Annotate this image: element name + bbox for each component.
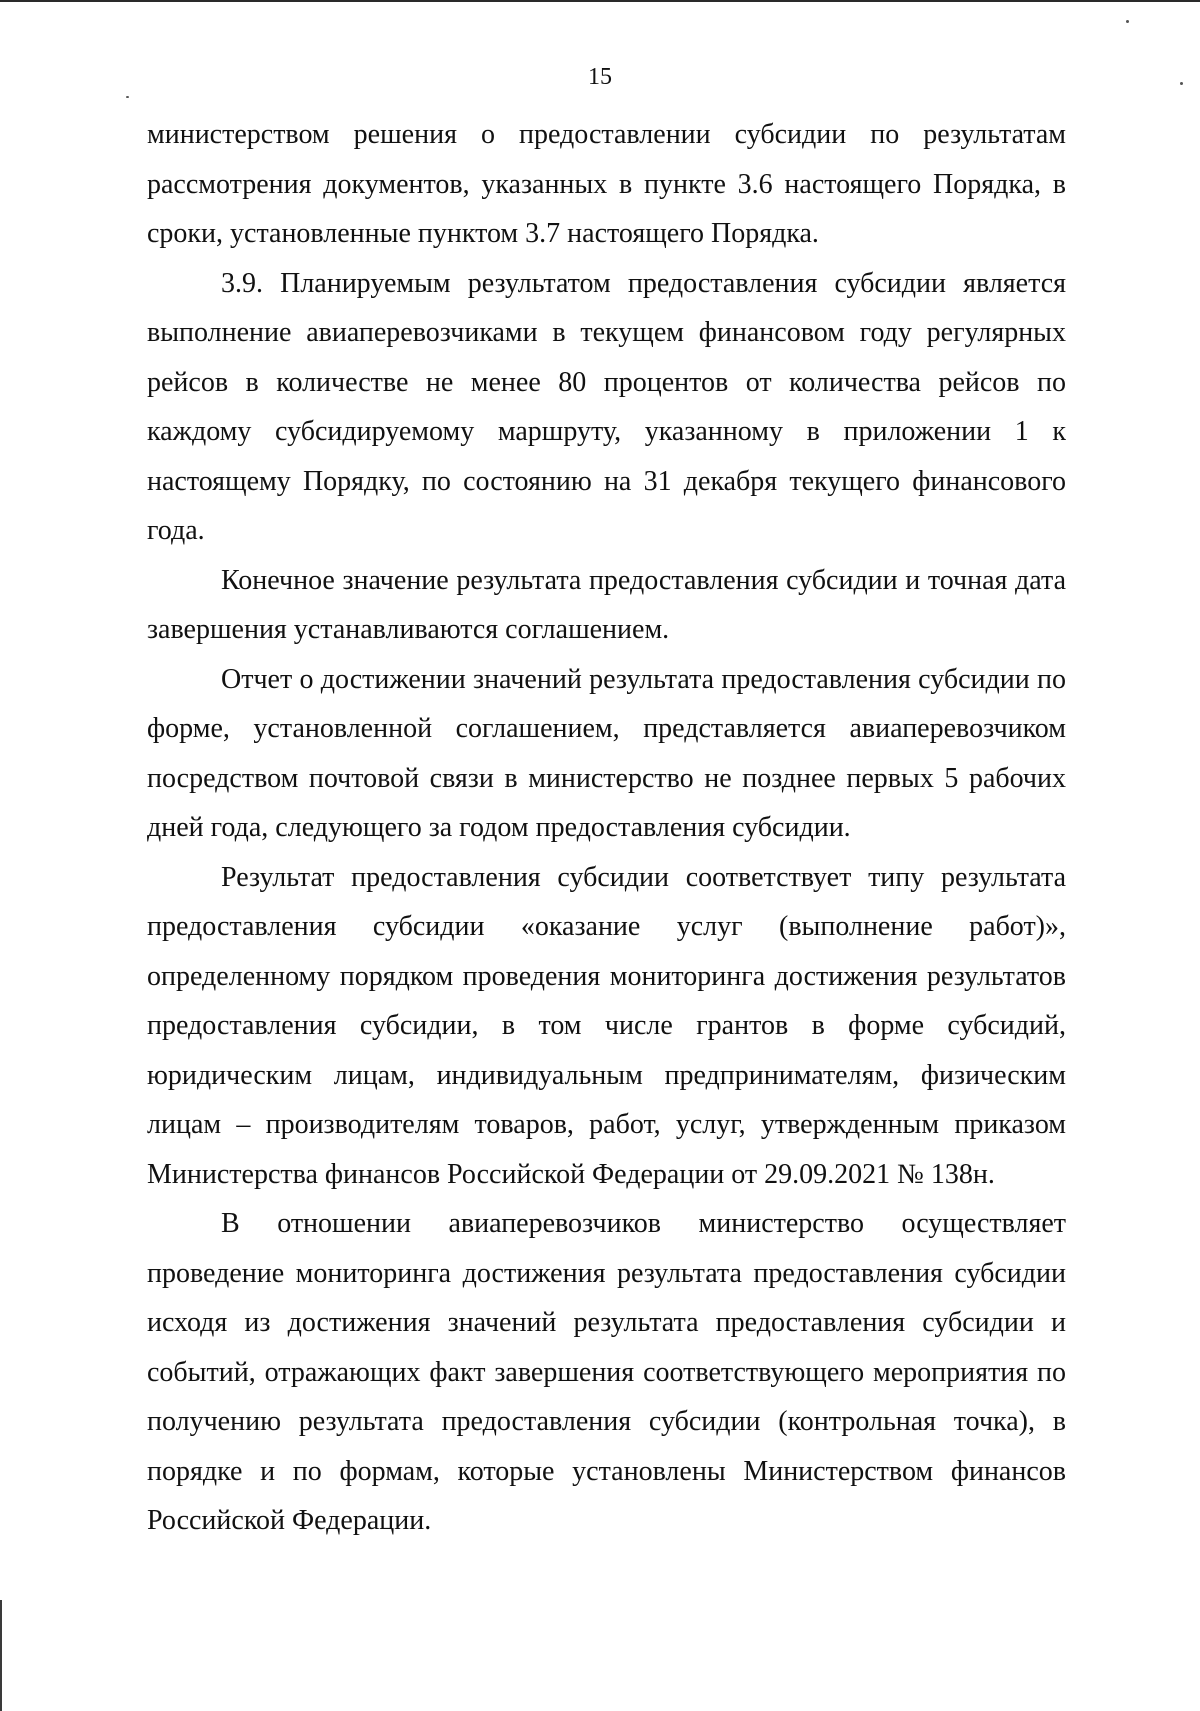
document-body — [147, 110, 1066, 1546]
paragraph-monitoring: В отношении авиаперевозчиков министерство осуществляет проведение мониторинга достижения результата предоставления субсидии исходя из достижения значений результата предоставления субсидии и событий, отражающих факт завершения соответствующего мероприятия по получению результата предоставления субсидии (контрольная точка), в порядке и по формам, которые установлены Министерством финансов Российской Федерации. — [147, 1208, 1066, 1536]
paragraph-report: Отчет о достижении значений результата предоставления субсидии по форме, установленной соглашением, представляется авиаперевозчиком посредством почтовой связи в министерство не позднее первых 5 рабочих дней года, следующего за годом предоставления субсидии. — [147, 663, 1066, 843]
scan-edge-top — [0, 0, 1200, 2]
paragraph-result-type: Результат предоставления субсидии соответствует типу результата предоставления субсидии «оказание услуг (выполнение работ)», определенному порядком проведения мониторинга достижения результатов предоставления субсидии, в том числе грантов в форме субсидий, юридическим лицам, индивидуальным предпринимателям, физическим лицам – производителям товаров, работ, услуг, утвержденным приказом Министерства финансов Российской Федерации от 29.09.2021 № 138н. — [147, 861, 1066, 1190]
paragraph-3-9: 3.9. Планируемым результатом предоставления субсидии является выполнение авиаперевозчиками в текущем финансовом году регулярных рейсов в количестве не менее 80 процентов от количества рейсов по каждому субсидируемому маршруту, указанному в приложении 1 к настоящему Порядку, по состоянию на 31 декабря текущего финансового года. — [147, 267, 1066, 546]
scan-speck — [1126, 20, 1129, 23]
scan-speck — [126, 96, 129, 98]
scan-edge-left — [0, 1600, 2, 1711]
page-number: 15 — [588, 64, 612, 90]
paragraph-continuation: министерством решения о предоставлении субсидии по результатам рассмотрения документов, указанных в пункте 3.6 настоящего Порядка, в сроки, установленные пунктом 3.7 настоящего Порядка. — [147, 119, 1066, 249]
paragraph-final-value: Конечное значение результата предоставления субсидии и точная дата завершения устанавливаются соглашением. — [147, 564, 1066, 645]
